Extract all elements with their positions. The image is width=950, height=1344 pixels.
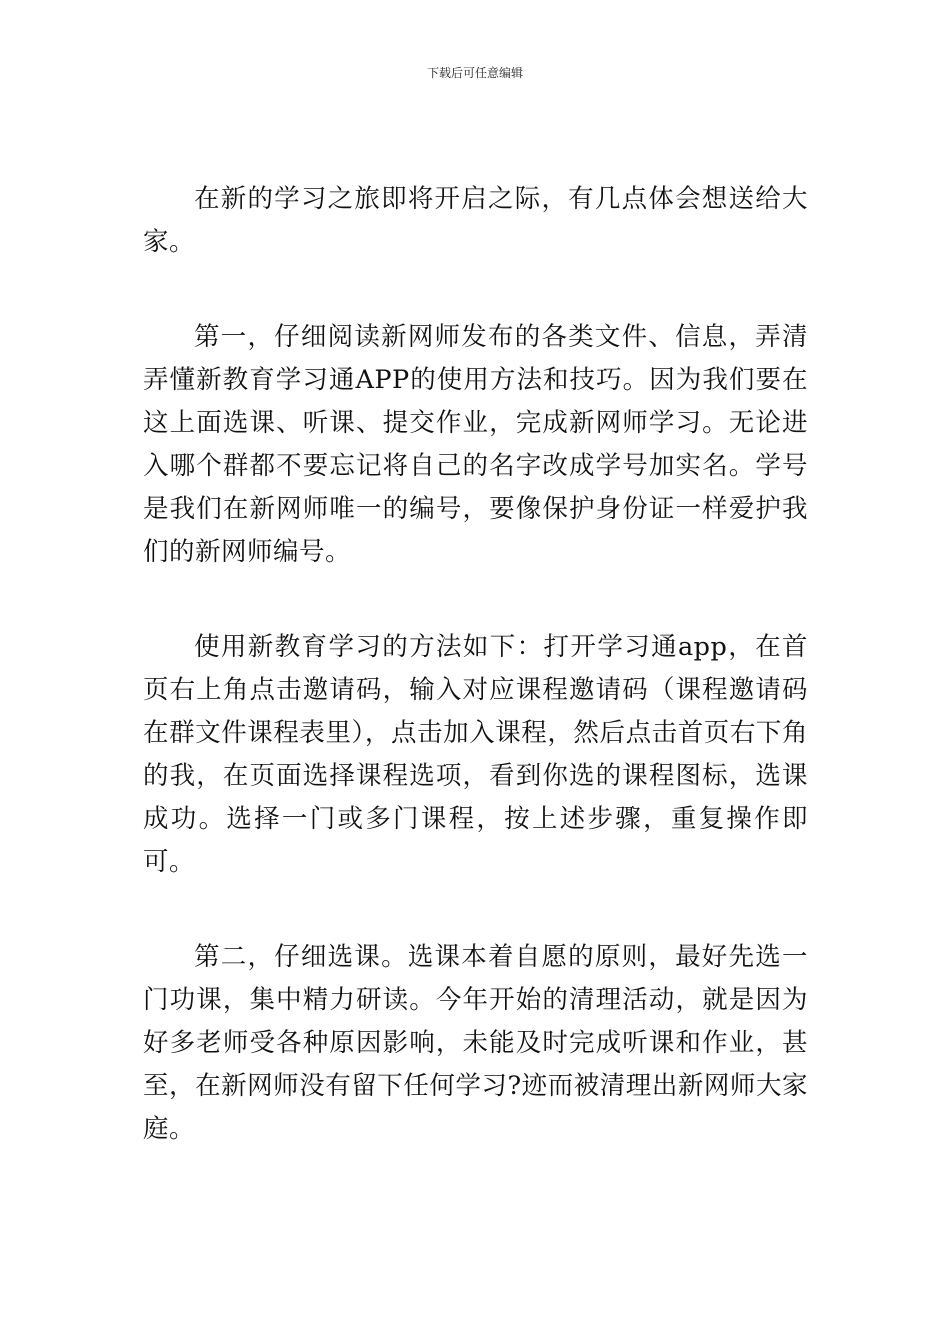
- paragraph-app-method: 使用新教育学习的方法如下：打开学习通app，在首页右上角点击邀请码，输入对应课程邀请码（课程邀请码在群文件课程表里），点击加入课程，然后点击首页右下角的我，在页面选择课程选项，看到你选的课程图标，选课成功。选择一门或多门课程，按上述步骤，重复操作即可。: [143, 632, 808, 877]
- document-body: [143, 178, 808, 1203]
- paragraph-point-two: 第二，仔细选课。选课本着自愿的原则，最好先选一门功课，集中精力研读。今年开始的清理活动，就是因为好多老师受各种原因影响，未能及时完成听课和作业，甚至，在新网师没有留下任何学习?迹而被清理出新网师大家庭。: [143, 942, 808, 1144]
- page-header: 下载后可任意编辑: [426, 66, 523, 80]
- paragraph-intro: 在新的学习之旅即将开启之际，有几点体会想送给大家。: [143, 184, 808, 257]
- paragraph-point-one: 第一，仔细阅读新网师发布的各类文件、信息，弄清弄懂新教育学习通APP的使用方法和技巧。因为我们要在这上面选课、听课、提交作业，完成新网师学习。无论进入哪个群都不要忘记将自己的名字改成学号加实名。学号是我们在新网师唯一的编号，要像保护身份证一样爱护我们的新网师编号。: [143, 322, 808, 567]
